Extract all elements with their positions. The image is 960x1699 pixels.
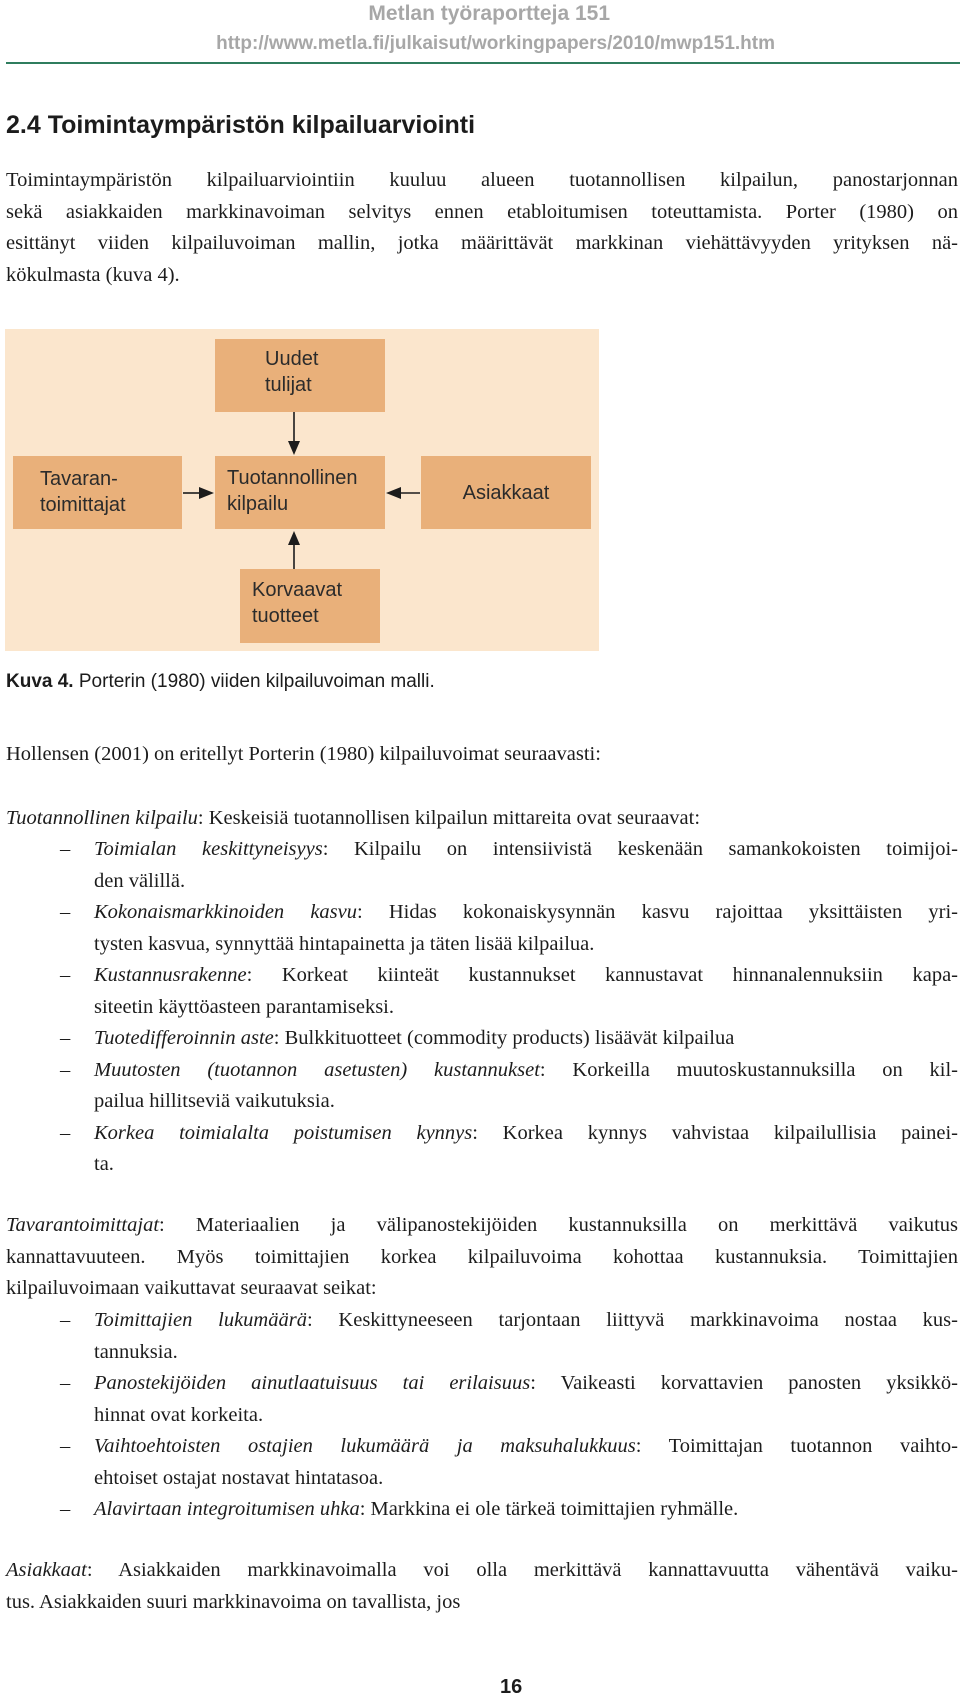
list-item bbox=[60, 1494, 958, 1526]
text-line: Hollensen (2001) on eritellyt Porterin (1980) kilpailuvoimat seuraavasti: bbox=[6, 743, 601, 765]
text-run: : Keskeisiä tuotannollisen kilpailun mittareita ovat seuraavat: bbox=[197, 807, 701, 829]
page-number: 16 bbox=[500, 1676, 523, 1698]
dash-bullet: – bbox=[60, 1121, 71, 1144]
text-line: tannuksia. bbox=[94, 1340, 178, 1363]
text-run: : Vaikeasti korvattavien panosten yksikkö- bbox=[530, 1372, 958, 1394]
figure-caption bbox=[6, 671, 435, 693]
box-label: Korvaavat bbox=[252, 579, 343, 601]
dash-bullet: – bbox=[60, 1498, 71, 1520]
text-line bbox=[94, 897, 958, 929]
section-title: 2.4 Toimintaympäristön kilpailuarviointi bbox=[6, 111, 476, 139]
box-label: Tavaran- bbox=[40, 468, 118, 490]
list-item bbox=[60, 897, 958, 960]
term: Tuotannollinen kilpailu bbox=[6, 807, 198, 829]
box-label: Uudet bbox=[265, 348, 319, 370]
text-line bbox=[94, 1118, 958, 1150]
term: Toimialan keskittyneisyys bbox=[94, 838, 323, 860]
text-line: esittänyt viiden kilpailuvoiman mallin, jotka määrittävät markkinan viehättävyyden yrityksen nä- bbox=[6, 232, 958, 254]
customers-paragraph bbox=[6, 1555, 958, 1618]
caption-label: Kuva 4. bbox=[6, 671, 74, 692]
dash-bullet: – bbox=[60, 838, 71, 860]
text-line bbox=[94, 834, 958, 866]
suppliers-paragraph bbox=[6, 1210, 958, 1305]
text-line bbox=[6, 1210, 958, 1242]
header-url[interactable]: http://www.metla.fi/julkaisut/workingpapers/2010/mwp151.htm bbox=[216, 33, 775, 54]
list-item bbox=[60, 1118, 958, 1181]
text-run: : Korkeilla muutoskustannuksilla on kil- bbox=[539, 1058, 958, 1081]
text-line bbox=[94, 1305, 958, 1337]
term: Alavirtaan integroitumisen uhka bbox=[94, 1498, 360, 1520]
hollensen-paragraph bbox=[6, 739, 958, 771]
text-line: kilpailuvoimaan vaikuttavat seuraavat seikat: bbox=[6, 1277, 377, 1299]
term: Kokonaismarkkinoiden kasvu bbox=[94, 901, 357, 923]
text-line: tus. Asiakkaiden suuri markkinavoima on tavallista, jos bbox=[6, 1590, 461, 1613]
text-line bbox=[94, 1431, 958, 1463]
text-run: : Bulkkituotteet (commodity products) lisäävät kilpailua bbox=[273, 1027, 735, 1049]
term: Tavarantoimittajat bbox=[6, 1214, 160, 1236]
text-run: : Materiaalien ja välipanostekijöiden kustannuksilla on merkittävä vaikutus bbox=[159, 1214, 958, 1236]
dash-bullet: – bbox=[60, 1309, 71, 1331]
arrow-down-head bbox=[288, 441, 300, 455]
term: Asiakkaat bbox=[6, 1559, 87, 1581]
text-line: hinnat ovat korkeita. bbox=[94, 1403, 264, 1426]
text-run: : Hidas kokonaiskysynnän kasvu rajoittaa yksittäisten yri- bbox=[357, 901, 958, 923]
header-rule bbox=[6, 62, 960, 64]
text-run: : Keskittyneeseen tarjontaan liittyvä markkinavoima nostaa kus- bbox=[306, 1309, 958, 1331]
text-line: sekä asiakkaiden markkinavoiman selvitys ennen etabloitumisen toteuttamista. Porter (1980) on bbox=[6, 200, 958, 223]
dash-bullet: – bbox=[60, 964, 71, 986]
term: Panostekijöiden ainutlaatuisuus tai erilaisuus bbox=[94, 1372, 531, 1394]
text-line bbox=[6, 803, 958, 835]
text-line: ta. bbox=[94, 1153, 114, 1175]
arrow-left-head bbox=[386, 487, 401, 499]
text-line: tysten kasvua, synnyttää hintapainetta ja täten lisää kilpailua. bbox=[94, 932, 595, 955]
term: Vaihtoehtoisten ostajien lukumäärä ja maksuhalukkuus bbox=[94, 1435, 636, 1457]
text-run: : Korkea kynnys vahvistaa kilpailullisia painei- bbox=[472, 1121, 958, 1144]
term: Kustannusrakenne bbox=[94, 964, 247, 986]
list-item bbox=[60, 1431, 959, 1494]
text-line: kökulmasta (kuva 4). bbox=[6, 263, 180, 286]
text-line: den välillä. bbox=[94, 869, 186, 892]
running-header bbox=[0, 0, 960, 64]
intro-paragraph bbox=[6, 165, 958, 291]
dash-bullet: – bbox=[60, 901, 71, 923]
box-label: kilpailu bbox=[227, 493, 289, 515]
dash-bullet: – bbox=[60, 1027, 71, 1049]
text-line: pailua hillitseviä vaikutuksia. bbox=[94, 1090, 335, 1112]
text-line bbox=[94, 1055, 958, 1087]
caption-text: Porterin (1980) viiden kilpailuvoiman malli. bbox=[78, 671, 435, 692]
text-line bbox=[94, 960, 958, 992]
list-item bbox=[60, 834, 959, 897]
five-forces-diagram bbox=[5, 329, 599, 651]
text-run: : Korkeat kiinteät kustannukset kannustavat hinnanalennuksiin kapa- bbox=[246, 964, 958, 986]
box-label: Tuotannollinen bbox=[227, 467, 358, 489]
list-item bbox=[60, 1023, 958, 1055]
text-line: kannattavuuteen. Myös toimittajien korkea kilpailuvoima kohottaa kustannuksia. Toimittajien bbox=[6, 1245, 958, 1268]
term: Korkea toimialalta poistumisen kynnys bbox=[94, 1121, 473, 1144]
text-run: : Kilpailu on intensiivistä keskenään samankokoisten toimijoi- bbox=[322, 838, 959, 860]
list-item bbox=[60, 960, 958, 1023]
text-run: : Asiakkaiden markkinavoimalla voi olla merkittävä kannattavuutta vähentävä vaiku- bbox=[86, 1559, 958, 1581]
text-line bbox=[94, 1023, 958, 1055]
text-line: siteetin käyttöasteen parantamiseksi. bbox=[94, 995, 395, 1018]
list-item bbox=[60, 1368, 958, 1431]
diagram-arrows bbox=[5, 329, 599, 651]
arrow-up-head bbox=[288, 531, 300, 545]
text-run: : Markkina ei ole tärkeä toimittajien ryhmälle. bbox=[359, 1498, 739, 1520]
box-label: tulijat bbox=[265, 374, 312, 396]
list-item bbox=[60, 1305, 958, 1368]
term: Muutosten (tuotannon asetusten) kustannukset bbox=[94, 1058, 540, 1081]
term: Toimittajien lukumäärä bbox=[94, 1309, 307, 1331]
arrow-right-head bbox=[199, 487, 214, 499]
text-line: ehtoiset ostajat nostavat hintatasoa. bbox=[94, 1466, 384, 1489]
suppliers-list bbox=[60, 1305, 959, 1526]
text-line: Toimintaympäristön kilpailuarviointiin kuuluu alueen tuotannollisen kilpailun, panostarjonnan bbox=[6, 169, 958, 191]
dash-bullet: – bbox=[60, 1058, 71, 1081]
list-item bbox=[60, 1055, 958, 1118]
text-run: : Toimittajan tuotannon vaihto- bbox=[635, 1435, 959, 1457]
competition-intro bbox=[6, 803, 958, 835]
text-line bbox=[94, 1368, 958, 1400]
term: Tuotedifferoinnin aste bbox=[94, 1027, 274, 1049]
box-label: Asiakkaat bbox=[462, 481, 550, 504]
dash-bullet: – bbox=[60, 1372, 71, 1394]
dash-bullet: – bbox=[60, 1435, 71, 1457]
competition-list bbox=[60, 834, 959, 1181]
series-title: Metlan työraportteja 151 bbox=[368, 2, 610, 25]
text-line bbox=[6, 1555, 958, 1587]
box-label: toimittajat bbox=[40, 494, 126, 516]
box-label: tuotteet bbox=[252, 605, 319, 627]
text-line bbox=[94, 1494, 958, 1526]
